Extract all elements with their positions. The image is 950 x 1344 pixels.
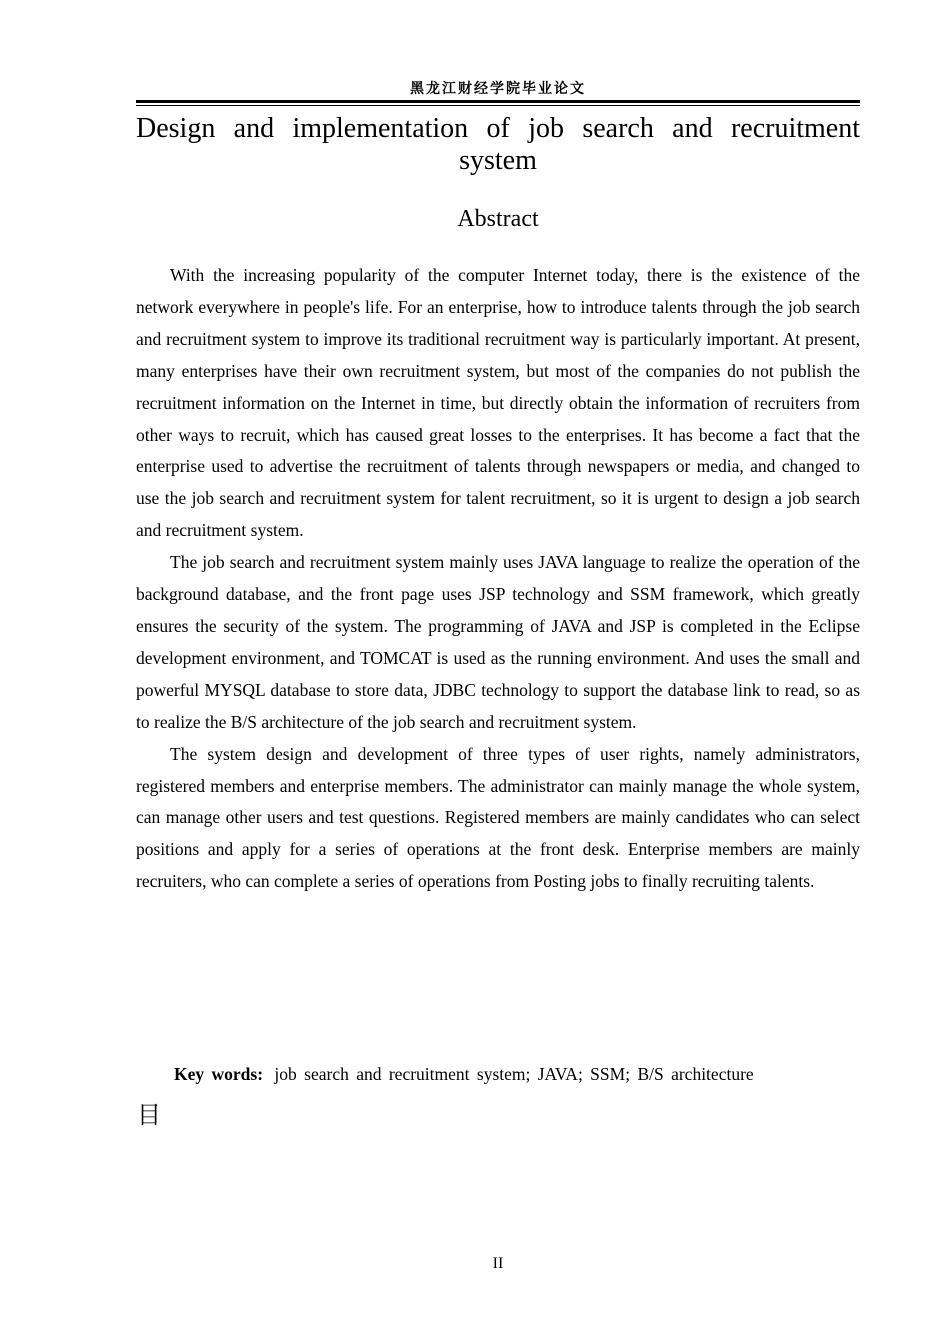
thesis-title: Design and implementation of job search and recruitment system: [136, 113, 860, 176]
abstract-paragraph: The system design and development of three types of user rights, namely administrators, registered members and enterprise members. The administrator can mainly manage the whole system, can manage other users and test questions. Registered members are mainly candidates who can select positions and apply for a series of operations at the front desk. Enterprise members are mainly recruiters, who can complete a series of operations from Posting jobs to finally recruiting talents.: [136, 743, 860, 892]
abstract-heading: Abstract: [457, 206, 539, 232]
keywords-label: Key words:: [174, 1064, 264, 1084]
header-rule-thin: [136, 105, 860, 106]
toc-heading-fragment: 目: [137, 1101, 161, 1129]
keywords-text: job search and recruitment system; JAVA; SSM; B/S architecture: [274, 1064, 754, 1084]
page-number: II: [492, 1255, 504, 1272]
abstract-body: [136, 260, 860, 898]
keywords-line: [174, 1059, 860, 1089]
header-rule-thick: [136, 100, 860, 103]
abstract-paragraph: The job search and recruitment system mainly uses JAVA language to realize the operation of the background database, and the front page uses JSP technology and SSM framework, which greatly ensures the security of the system. The programming of JAVA and JSP is completed in the Eclipse development environment, and TOMCAT is used as the running environment. And uses the small and powerful MYSQL database to store data, JDBC technology to support the database link to read, so as to realize the B/S architecture of the job search and recruitment system.: [136, 552, 860, 732]
running-header: 黑龙江财经学院毕业论文: [410, 81, 586, 97]
abstract-paragraph: With the increasing popularity of the computer Internet today, there is the existence of the network everywhere in people's life. For an enterprise, how to introduce talents through the job search and recruitment system to improve its traditional recruitment way is particularly important. At present, many enterprises have their own recruitment system, but most of the companies do not publish the recruitment information on the Internet in time, but directly obtain the information of recruiters from other ways to recruit, which has caused great losses to the enterprises. It has become a fact that the enterprise used to advertise the recruitment of talents through newspapers or media, and changed to use the job search and recruitment system for talent recruitment, so it is urgent to design a job search and recruitment system.: [136, 265, 860, 541]
